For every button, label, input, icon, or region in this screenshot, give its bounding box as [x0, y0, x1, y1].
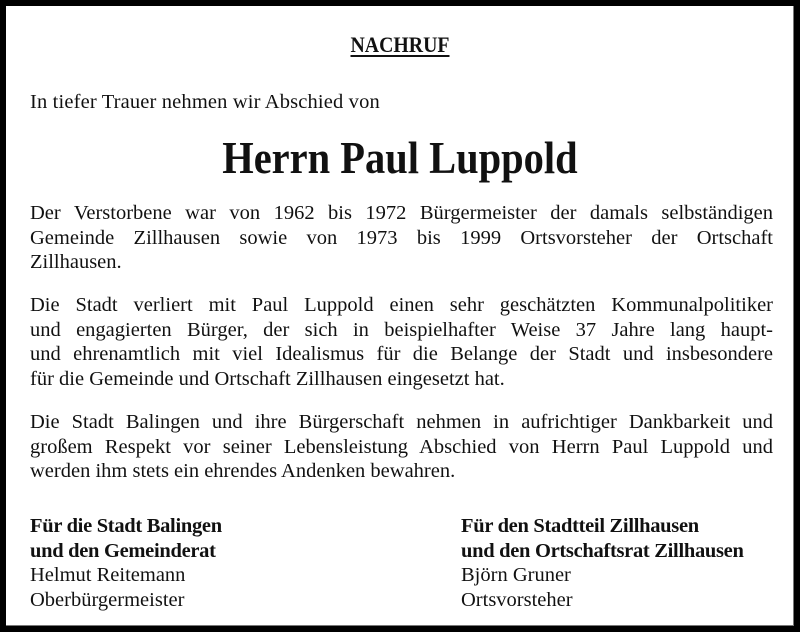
paragraph-career	[30, 201, 773, 275]
paragraph-line: Gemeinde Zillhausen sowie von 1973 bis 1999 Ortsvorsteher der Ortschaft	[30, 226, 773, 249]
deceased-name-heading	[6, 132, 794, 184]
signatory-name: Helmut Reitemann	[30, 564, 186, 586]
signatory-role: Oberbürgermeister	[30, 588, 185, 611]
intro-line: In tiefer Trauer nehmen wir Abschied von	[30, 91, 380, 113]
signatory-name: Björn Gruner	[461, 564, 571, 586]
paragraph-line: Zillhausen.	[30, 251, 122, 273]
paragraph-line: und ehrenamtlich mit viel Idealismus für die Belange der Stadt und insbesondere	[30, 343, 773, 365]
notice-title	[6, 30, 794, 60]
paragraph-tribute	[30, 293, 773, 391]
paragraph-line: und engagierten Bürger, der sich in beispielhafter Weise 37 Jahre lang haupt-	[30, 318, 773, 341]
signature-city	[30, 514, 222, 612]
deceased-name: Herrn Paul Luppold	[222, 132, 578, 183]
paragraph-line: Die Stadt verliert mit Paul Luppold einen sehr geschätzten Kommunalpolitiker	[30, 294, 773, 316]
paragraph-line: werden ihm stets ein ehrendes Andenken bewahren.	[30, 460, 456, 482]
paragraph-line: für die Gemeinde und Ortschaft Zillhausen eingesetzt hat.	[30, 367, 505, 390]
notice-title-text: NACHRUF	[350, 32, 450, 57]
paragraph-farewell	[30, 410, 773, 484]
signature-org-line: und den Ortschaftsrat Zillhausen	[461, 539, 744, 562]
signature-org-line: und den Gemeinderat	[30, 539, 216, 562]
signature-org-line: Für den Stadtteil Zillhausen	[461, 515, 699, 537]
signatory-role: Ortsvorsteher	[461, 588, 573, 611]
obituary-notice	[6, 6, 794, 626]
signature-org-line: Für die Stadt Balingen	[30, 515, 222, 537]
paragraph-line: großem Respekt vor seiner Lebensleistung Abschied von Herrn Paul Luppold und	[30, 435, 773, 458]
paragraph-line: Der Verstorbene war von 1962 bis 1972 Bürgermeister der damals selbständigen	[30, 202, 773, 224]
signature-district	[461, 514, 744, 612]
paragraph-line: Die Stadt Balingen und ihre Bürgerschaft nehmen in aufrichtiger Dankbarkeit und	[30, 411, 773, 433]
